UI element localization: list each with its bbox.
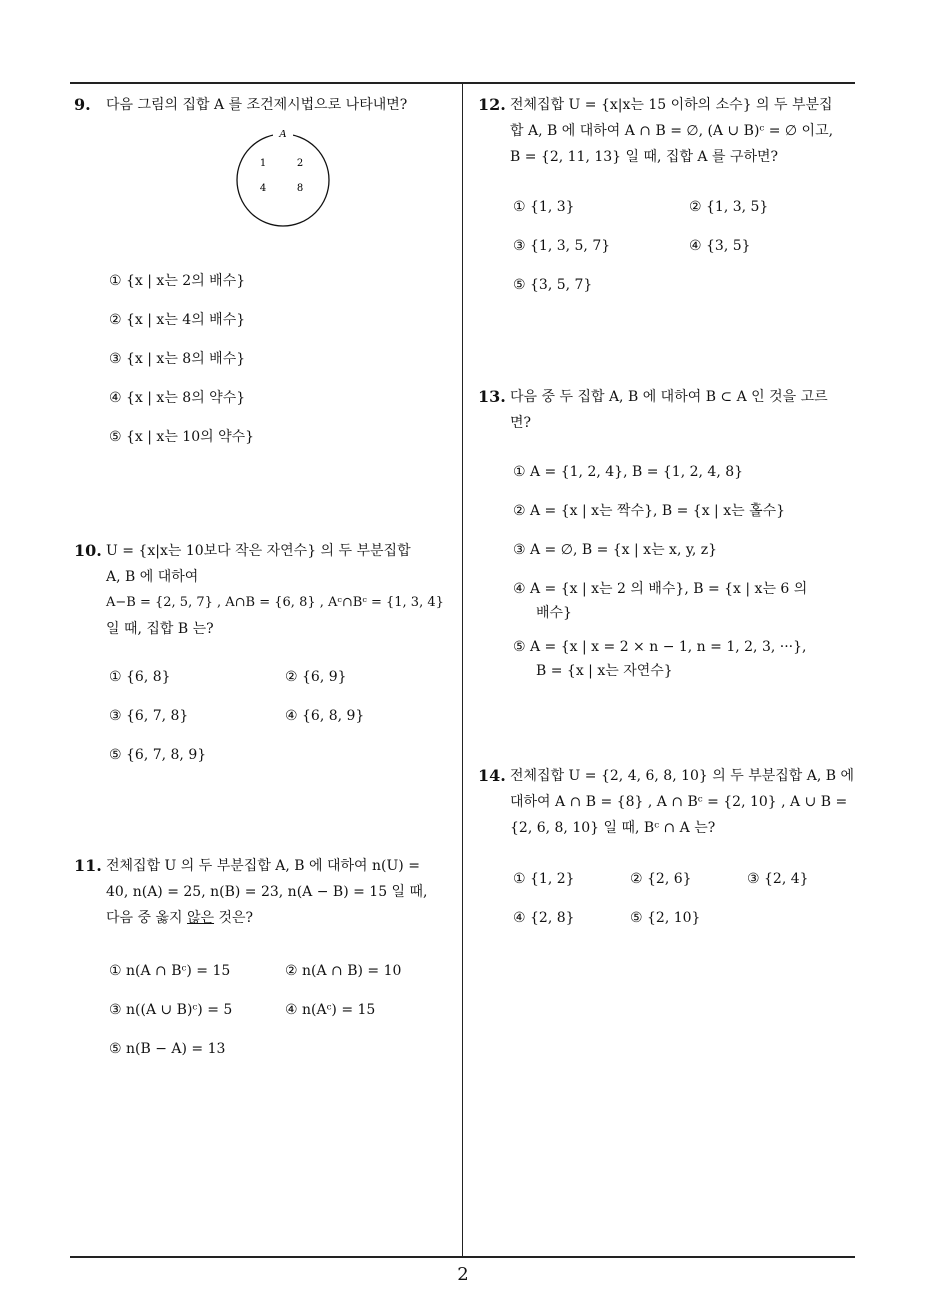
bottom-rule: [70, 1256, 855, 1258]
stem-line: A−B = {2, 5, 7} , A∩B = {6, 8} , Aᶜ∩Bᶜ = {1, 3, 4}: [106, 595, 444, 610]
choice-2[interactable]: ② {2, 6}: [630, 871, 692, 887]
choice-5[interactable]: ⑤ {2, 10}: [630, 910, 701, 926]
stem-text: 다음 중 옳지: [106, 910, 187, 926]
choice-3[interactable]: ③ n((A ∪ B)ᶜ) = 5: [109, 1002, 233, 1018]
choice-4-continued[interactable]: 배수}: [536, 605, 572, 621]
question-13: [478, 384, 860, 436]
set-label: A: [279, 130, 287, 140]
choice-5[interactable]: ⑤ A = {x | x = 2 × n − 1, n = 1, 2, 3, ···},: [513, 639, 807, 655]
stem-line: [106, 905, 456, 931]
choice-5[interactable]: ⑤ {3, 5, 7}: [513, 277, 593, 293]
question-12: [478, 92, 860, 170]
set-element: 2: [296, 158, 304, 169]
stem-line: 전체집합 U = {x|x는 15 이하의 소수} 의 두 부분집: [510, 97, 833, 113]
question-stem: [510, 384, 860, 436]
choice-3[interactable]: ③ {6, 7, 8}: [109, 708, 189, 724]
choice-5[interactable]: ⑤ {6, 7, 8, 9}: [109, 747, 207, 763]
choice-1[interactable]: ① n(A ∩ Bᶜ) = 15: [109, 963, 231, 979]
choice-1[interactable]: ① {6, 8}: [109, 669, 171, 685]
stem-line: 전체집합 U = {2, 4, 6, 8, 10} 의 두 부분집합 A, B 에: [510, 768, 855, 784]
choice-5[interactable]: ⑤ n(B − A) = 13: [109, 1041, 226, 1057]
question-10: [74, 538, 456, 642]
choice-2[interactable]: ② {1, 3, 5}: [689, 199, 769, 215]
choice-3[interactable]: ③ {1, 3, 5, 7}: [513, 238, 611, 254]
question-number: 14.: [478, 766, 506, 785]
question-number: 11.: [74, 856, 102, 875]
stem-line: {2, 6, 8, 10} 일 때, Bᶜ ∩ A 는?: [510, 820, 716, 836]
choice-4[interactable]: ④ A = {x | x는 2 의 배수}, B = {x | x는 6 의: [513, 581, 808, 597]
set-element: 4: [259, 183, 267, 194]
choice-4[interactable]: ④ {6, 8, 9}: [285, 708, 365, 724]
choice-1[interactable]: ① {1, 3}: [513, 199, 575, 215]
choice-2[interactable]: ② {6, 9}: [285, 669, 347, 685]
stem-line: A, B 에 대하여: [106, 569, 199, 585]
stem-line: U = {x|x는 10보다 작은 자연수} 의 두 부분집합: [106, 543, 411, 559]
stem-line: 일 때, 집합 B 는?: [106, 621, 214, 637]
choice-3[interactable]: ③ {2, 4}: [747, 871, 809, 887]
choice-1[interactable]: ① {1, 2}: [513, 871, 575, 887]
choice-4[interactable]: ④ n(Aᶜ) = 15: [285, 1002, 376, 1018]
choice-1[interactable]: ① {x | x는 2의 배수}: [109, 273, 246, 289]
stem-line: 대하여 A ∩ B = {8} , A ∩ Bᶜ = {2, 10} , A ∪ B =: [510, 794, 848, 810]
choice-2[interactable]: ② A = {x | x는 짝수}, B = {x | x는 홀수}: [513, 503, 786, 519]
set-element: 1: [259, 158, 267, 169]
page-number: 2: [457, 1264, 469, 1285]
question-number: 9.: [74, 95, 91, 114]
question-number: 12.: [478, 95, 506, 114]
choice-2[interactable]: ② {x | x는 4의 배수}: [109, 312, 246, 328]
stem-line: 합 A, B 에 대하여 A ∩ B = ∅, (A ∪ B)ᶜ = ∅ 이고,: [510, 123, 834, 139]
choice-5-continued[interactable]: B = {x | x는 자연수}: [536, 663, 673, 679]
question-stem: 다음 그림의 집합 A 를 조건제시법으로 나타내면?: [106, 97, 408, 113]
choice-2[interactable]: ② n(A ∩ B) = 10: [285, 963, 402, 979]
stem-line: B = {2, 11, 13} 일 때, 집합 A 를 구하면?: [510, 149, 779, 165]
question-stem: [106, 538, 456, 564]
question-stem: [510, 763, 860, 841]
choice-4[interactable]: ④ {2, 8}: [513, 910, 575, 926]
choice-5[interactable]: ⑤ {x | x는 10의 약수}: [109, 429, 255, 445]
stem-text: 것은?: [214, 910, 254, 926]
choice-3[interactable]: ③ {x | x는 8의 배수}: [109, 351, 246, 367]
set-circle: [237, 134, 329, 226]
question-number: 10.: [74, 541, 102, 560]
set-element: 8: [296, 183, 304, 194]
choice-3[interactable]: ③ A = ∅, B = {x | x는 x, y, z}: [513, 542, 718, 558]
stem-line: 면?: [510, 415, 532, 431]
venn-svg: [233, 130, 333, 230]
underlined-word: 않은: [186, 910, 215, 926]
choice-4[interactable]: ④ {x | x는 8의 약수}: [109, 390, 246, 406]
question-14: [478, 763, 860, 841]
stem-line: 다음 중 두 집합 A, B 에 대하여 B ⊂ A 인 것을 고르: [510, 389, 828, 405]
stem-line: 40, n(A) = 25, n(B) = 23, n(A − B) = 15 일 때,: [106, 884, 428, 900]
stem-line: 전체집합 U 의 두 부분집합 A, B 에 대하여 n(U) =: [106, 858, 420, 874]
column-divider: [462, 83, 463, 1256]
choice-1[interactable]: ① A = {1, 2, 4}, B = {1, 2, 4, 8}: [513, 464, 744, 480]
question-number: 13.: [478, 387, 506, 406]
question-9: [74, 92, 456, 118]
question-11: [74, 853, 456, 931]
question-stem: [106, 853, 456, 931]
question-stem: [510, 92, 860, 170]
choice-4[interactable]: ④ {3, 5}: [689, 238, 751, 254]
venn-diagram: [233, 130, 333, 230]
